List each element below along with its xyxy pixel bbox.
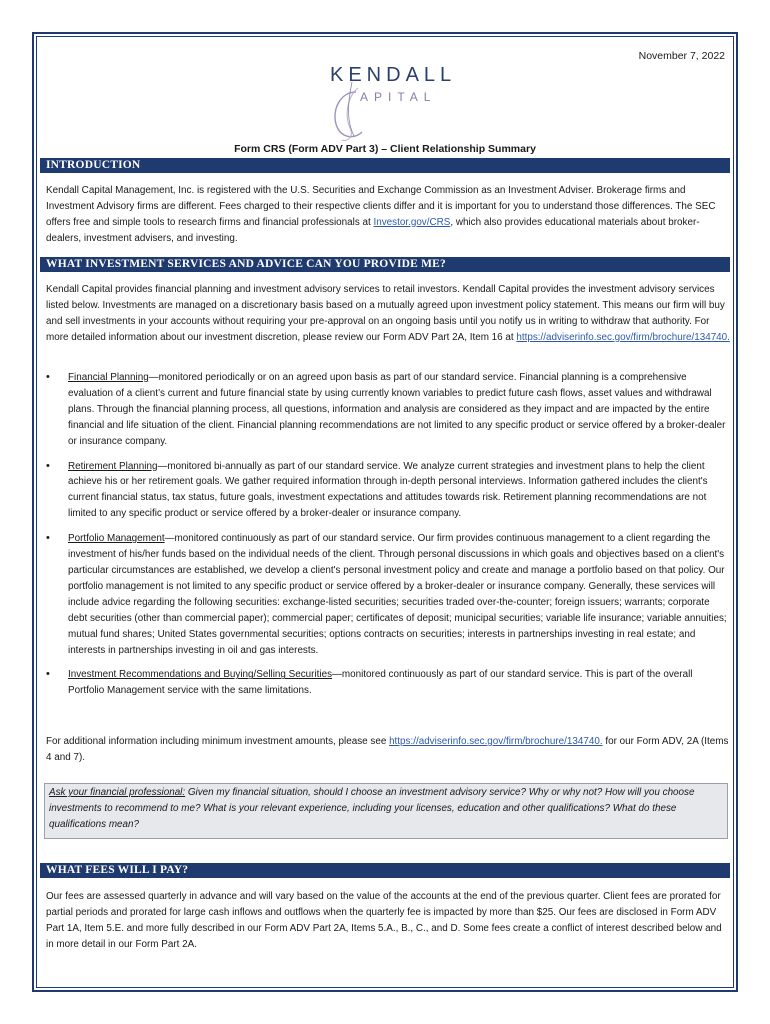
adv-brochure-link[interactable]: https://adviserinfo.sec.gov/firm/brochure/134740. <box>516 331 730 343</box>
services-intro-paragraph <box>46 282 730 346</box>
ask-professional-lead: Ask your financial professional: <box>49 787 186 798</box>
service-term: Investment Recommendations and Buying/Selling Securities <box>68 669 333 681</box>
service-description: —monitored bi-annually as part of our standard service. We analyze current strategies and investment plans to help the client achieve his or her retirement goals. We gather required information through in-depth personal interviews. Information gathered includes the client's current financial status, tax status, future goals, investment expectations and attitudes towards risk. Retirement planning recommendations are not limited to any specific product or service offered by a broker-dealer or insurance company. <box>68 460 708 520</box>
service-term: Portfolio Management <box>68 533 165 545</box>
fees-paragraph: Our fees are assessed quarterly in advance and will vary based on the value of the accounts at the end of the previous quarter. Client fees are prorated for partial periods and prorated for large cash inflows and outflows when the quarterly fee is impacted by more than $25. Our fees are disclosed in Form ADV Part 1A, Item 5.E. and more fully described in our Form ADV Part 2A, Items 5.A., B., C., and D. Some fees create a conflict of interest described below and in more detail in our Form Part 2A. <box>46 891 722 950</box>
service-description: —monitored periodically or on an agreed upon basis as part of our standard service. Financial planning is a comprehensive evaluation of a client’s current and future financial state by using currently known variables to predict future cash flows, asset values and withdrawal plans. Through the financial planning process, all questions, information and analysis are considered as they impact and are impacted by the entire financial and life situation of the client. Financial planning recommendations are not limited to any specific product or service offered by a broker-dealer or insurance company. <box>68 372 726 447</box>
introduction-paragraph <box>46 183 730 247</box>
bullet-icon: • <box>46 532 50 545</box>
services-intro-text: Kendall Capital provides financial planning and investment advisory services to retail investors. Kendall Capital provides the investment advisory services listed below. Investments are managed on a discretionary basis based on a mutually agreed upon investment policy statement. This means our firm will buy and sell investments in your accounts without requiring your pre-approval on an ongoing basis until you notify us in writing to withdraw that authority. For more detailed information about our investment discretion, please review our Form ADV Part 2A, Item 16 at <box>46 284 725 343</box>
bullet-icon: • <box>46 668 50 681</box>
bullet-icon: • <box>46 459 50 472</box>
kendall-capital-logo <box>318 62 458 142</box>
section-heading-introduction: INTRODUCTION <box>40 158 730 173</box>
logo-word-capital: APITAL <box>360 90 437 104</box>
additional-info-text-end: for our Form ADV, 2A (Items 4 and 7). <box>46 736 729 763</box>
adv-brochure-link-2[interactable]: https://adviserinfo.sec.gov/firm/brochure/134740. <box>389 736 603 747</box>
introduction-text: Kendall Capital Management, Inc. is registered with the U.S. Securities and Exchange Commission as an Investment Adviser. Brokerage firms and Investment Advisory firms are different. Fees charged to their respective clients differ and it is important for you to understand those differences. The SEC offers free and simple tools to research firms and financial professionals at <box>46 185 716 228</box>
logo-word-kendall: KENDALL <box>330 64 457 86</box>
list-item <box>46 370 730 450</box>
list-item <box>46 667 730 699</box>
ask-professional-box <box>44 783 728 839</box>
service-description: —monitored continuously as part of our standard service. Our firm provides continuous management to a client regarding the investment of his/her funds based on the individual needs of the client. Through personal discussions in which goals and objectives based on a client's particular circumstances are established, we develop a client's personal investment policy and create and manage a portfolio based on that policy. Our portfolio management is not limited to any specific product or service offered by a broker-dealer or insurance company. Generally, these services will include advice regarding the following securities: exchange-listed securities; securities traded over-the-counter; foreign issuers; warrants; corporate debt securities (other than commercial paper); commercial paper; certificates of deposit; municipal securities; variable life insurance; variable annuities; mutual fund shares; United States governmental securities; options contracts on securities; interests in partnerships investing in real estate; and interests in partnerships investing in oil and gas interests. <box>68 533 727 656</box>
service-description: —monitored continuously as part of our standard service. This is part of the overall Portfolio Management service with the same limitations. <box>68 669 693 697</box>
investor-gov-link[interactable]: Investor.gov/CRS <box>373 216 451 228</box>
additional-info-paragraph <box>46 734 730 766</box>
list-item <box>46 531 730 658</box>
document-date: November 7, 2022 <box>638 50 725 62</box>
services-bullet-list <box>46 370 730 699</box>
bullet-icon: • <box>46 371 50 383</box>
form-title: Form CRS (Form ADV Part 3) – Client Relationship Summary <box>234 143 536 155</box>
service-term: Financial Planning <box>68 372 149 383</box>
ask-professional-text: Given my financial situation, should I choose an investment advisory service? Why or why not? How will you choose investments to recommend to me? What is your relevant experience, including your licenses, education and other qualifications? What do these qualifications mean? <box>49 787 695 830</box>
service-term: Retirement Planning <box>68 460 158 472</box>
list-item <box>46 459 730 523</box>
section-heading-services: WHAT INVESTMENT SERVICES AND ADVICE CAN YOU PROVIDE ME? <box>40 257 730 272</box>
section-heading-fees: WHAT FEES WILL I PAY? <box>40 863 730 878</box>
introduction-text-end: , which also provides educational materials about broker-dealers, investment advisers, and investing. <box>46 216 700 244</box>
additional-info-text: For additional information including minimum investment amounts, please see <box>46 736 390 747</box>
